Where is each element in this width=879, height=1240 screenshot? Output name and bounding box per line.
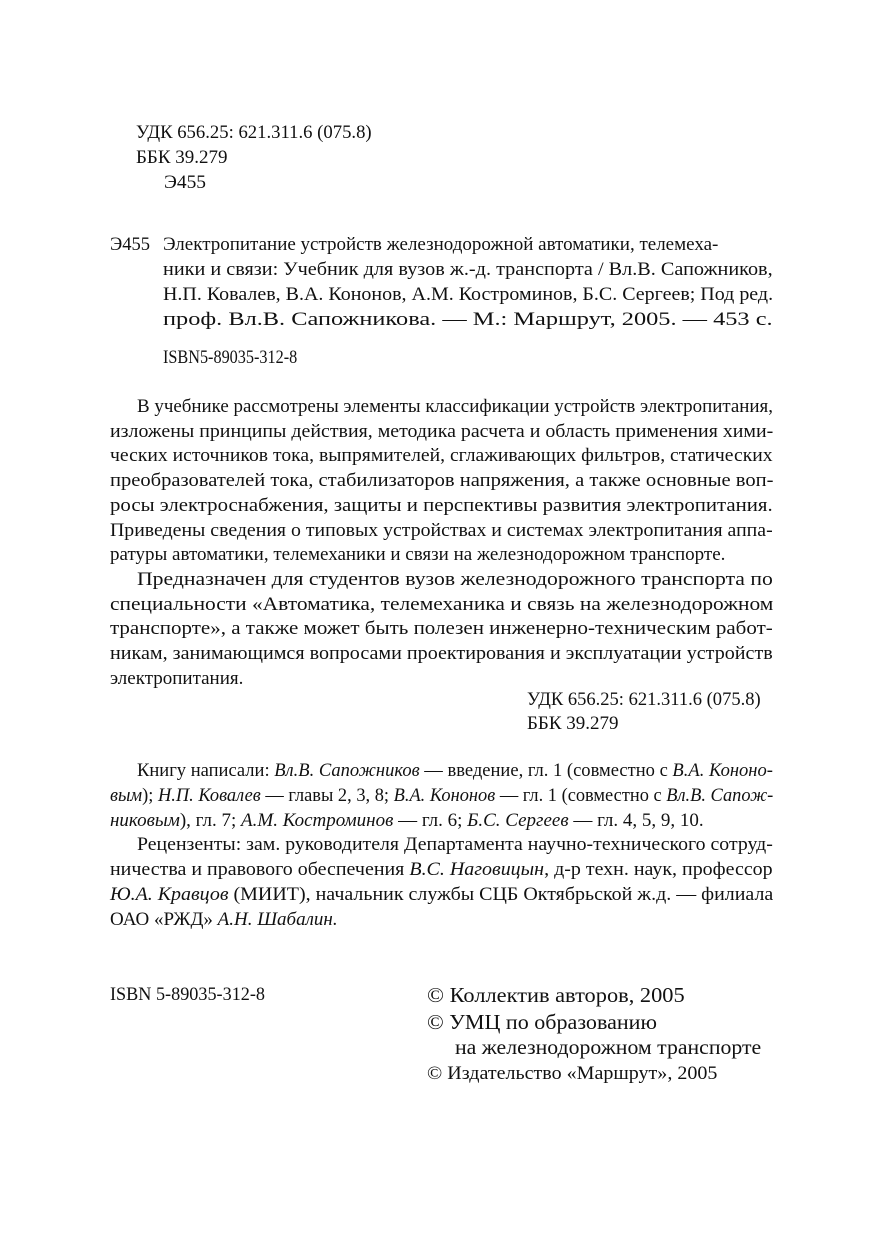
text-span: ); (142, 784, 159, 806)
italic-name: Б.С. Сергеев (467, 809, 569, 831)
text-span: Электропитание устройств железнодорожной автоматики, телемеха- (163, 234, 719, 255)
text-line (163, 259, 773, 281)
text-span: , д-р техн. наук, профессор (544, 859, 773, 881)
text-line (110, 421, 773, 443)
text-span: преобразователей тока, стабилизаторов напряжения, а также основные воп- (110, 470, 774, 492)
text-line (137, 834, 773, 856)
text-line (110, 859, 773, 881)
bbk-right: ББК 39.279 (527, 713, 619, 734)
text-line (137, 396, 773, 418)
text-span: ), гл. 7; (179, 809, 242, 831)
italic-name: никовым (110, 809, 180, 831)
author-mark-header: Э455 (164, 172, 207, 193)
italic-name: А.Н. Шабалин. (217, 908, 338, 930)
italic-name: Вл.В. Сапожников (274, 760, 420, 781)
text-span: ники и связи: Учебник для вузов ж.-д. транспорта / Вл.В. Сапожников, (163, 259, 773, 280)
text-span: Н.П. Ковалев, В.А. Кононов, А.М. Костроминов, Б.С. Сергеев; Под ред. (163, 284, 774, 305)
text-line (163, 284, 773, 306)
entry-mark: Э455 (110, 234, 151, 255)
italic-name: В.А. Кононов (393, 784, 496, 806)
text-span: транспорте», а также может быть полезен инженерно-техническим работ- (110, 618, 773, 640)
text-line (110, 495, 773, 517)
text-line (110, 445, 773, 467)
text-line (110, 884, 773, 906)
udk-right: УДК 656.25: 621.311.6 (075.8) (527, 689, 761, 710)
text-span: ческих источников тока, выпрямителей, сглаживающих фильтров, статических (110, 445, 773, 467)
text-span: (МИИТ), начальник службы СЦБ Октябрьской ж.д. — филиала (228, 884, 774, 905)
text-line (163, 234, 718, 256)
italic-name: В.А. Кононо- (672, 760, 773, 781)
text-line (110, 810, 704, 832)
italic-name: В.С. Наговицын (409, 859, 545, 881)
italic-name: А.М. Костроминов (241, 809, 394, 831)
copyright-umc-cont: на железнодорожном транспорте (455, 1035, 762, 1059)
text-span: В учебнике рассмотрены элементы классификации устройств электропитания, (137, 396, 774, 417)
italic-name: Н.П. Ковалев (158, 784, 261, 806)
text-span: Книгу написали: (137, 760, 275, 781)
entry-isbn: ISBN5-89035-312-8 (163, 347, 298, 368)
text-span: проф. Вл.В. Сапожникова. — М.: Маршрут, 2005. — 453 с. (163, 309, 773, 330)
text-line (110, 470, 773, 492)
text-line (163, 309, 773, 331)
udk-header: УДК 656.25: 621.311.6 (075.8) (136, 122, 372, 143)
text-span: — введение, гл. 1 (совместно с (419, 760, 673, 781)
italic-name: Ю.А. Кравцов (110, 884, 229, 905)
text-line (110, 668, 243, 690)
copyright-authors: © Коллектив авторов, 2005 (427, 983, 685, 1007)
text-line (110, 643, 773, 665)
text-span: — главы 2, 3, 8; (260, 784, 394, 806)
italic-name: Вл.В. Сапож- (666, 784, 774, 806)
text-span: — гл. 1 (совместно с (495, 784, 667, 806)
text-line (110, 594, 773, 616)
text-span: ничества и правового обеспечения (110, 859, 410, 881)
text-span: никам, занимающимся вопросами проектирования и эксплуатации устройств (110, 643, 773, 664)
text-span: — гл. 6; (393, 809, 468, 831)
text-span: ратуры автоматики, телемеханики и связи на железнодорожном транспорте. (110, 544, 726, 566)
text-line (110, 909, 338, 931)
text-line (110, 520, 773, 542)
bbk-header: ББК 39.279 (136, 147, 228, 168)
text-line (110, 785, 773, 807)
italic-name: вым (110, 784, 143, 806)
text-line (110, 544, 725, 566)
text-line (137, 760, 773, 782)
text-span: росы электроснабжения, защиты и перспективы развития электропитания. (110, 494, 773, 516)
text-span: электропитания. (110, 667, 244, 689)
copyright-publisher: © Издательство «Маршрут», 2005 (427, 1063, 718, 1084)
copyright-umc: © УМЦ по образованию (427, 1010, 657, 1034)
text-span: изложены принципы действия, методика расчета и область применения хими- (110, 420, 774, 442)
text-line (110, 618, 773, 640)
text-span: Приведены сведения о типовых устройствах и системах электропитания аппа- (110, 519, 773, 541)
text-span: ОАО «РЖД» (110, 908, 218, 930)
text-span: Рецензенты: зам. руководителя Департамента научно-технического сотруд- (137, 834, 773, 856)
footer-isbn: ISBN 5-89035-312-8 (110, 984, 266, 1005)
text-span: — гл. 4, 5, 9, 10. (568, 809, 704, 831)
text-span: Предназначен для студентов вузов железнодорожного транспорта по (137, 568, 773, 590)
text-span: специальности «Автоматика, телемеханика и связь на железнодорожном (110, 593, 774, 615)
text-line (137, 569, 773, 591)
